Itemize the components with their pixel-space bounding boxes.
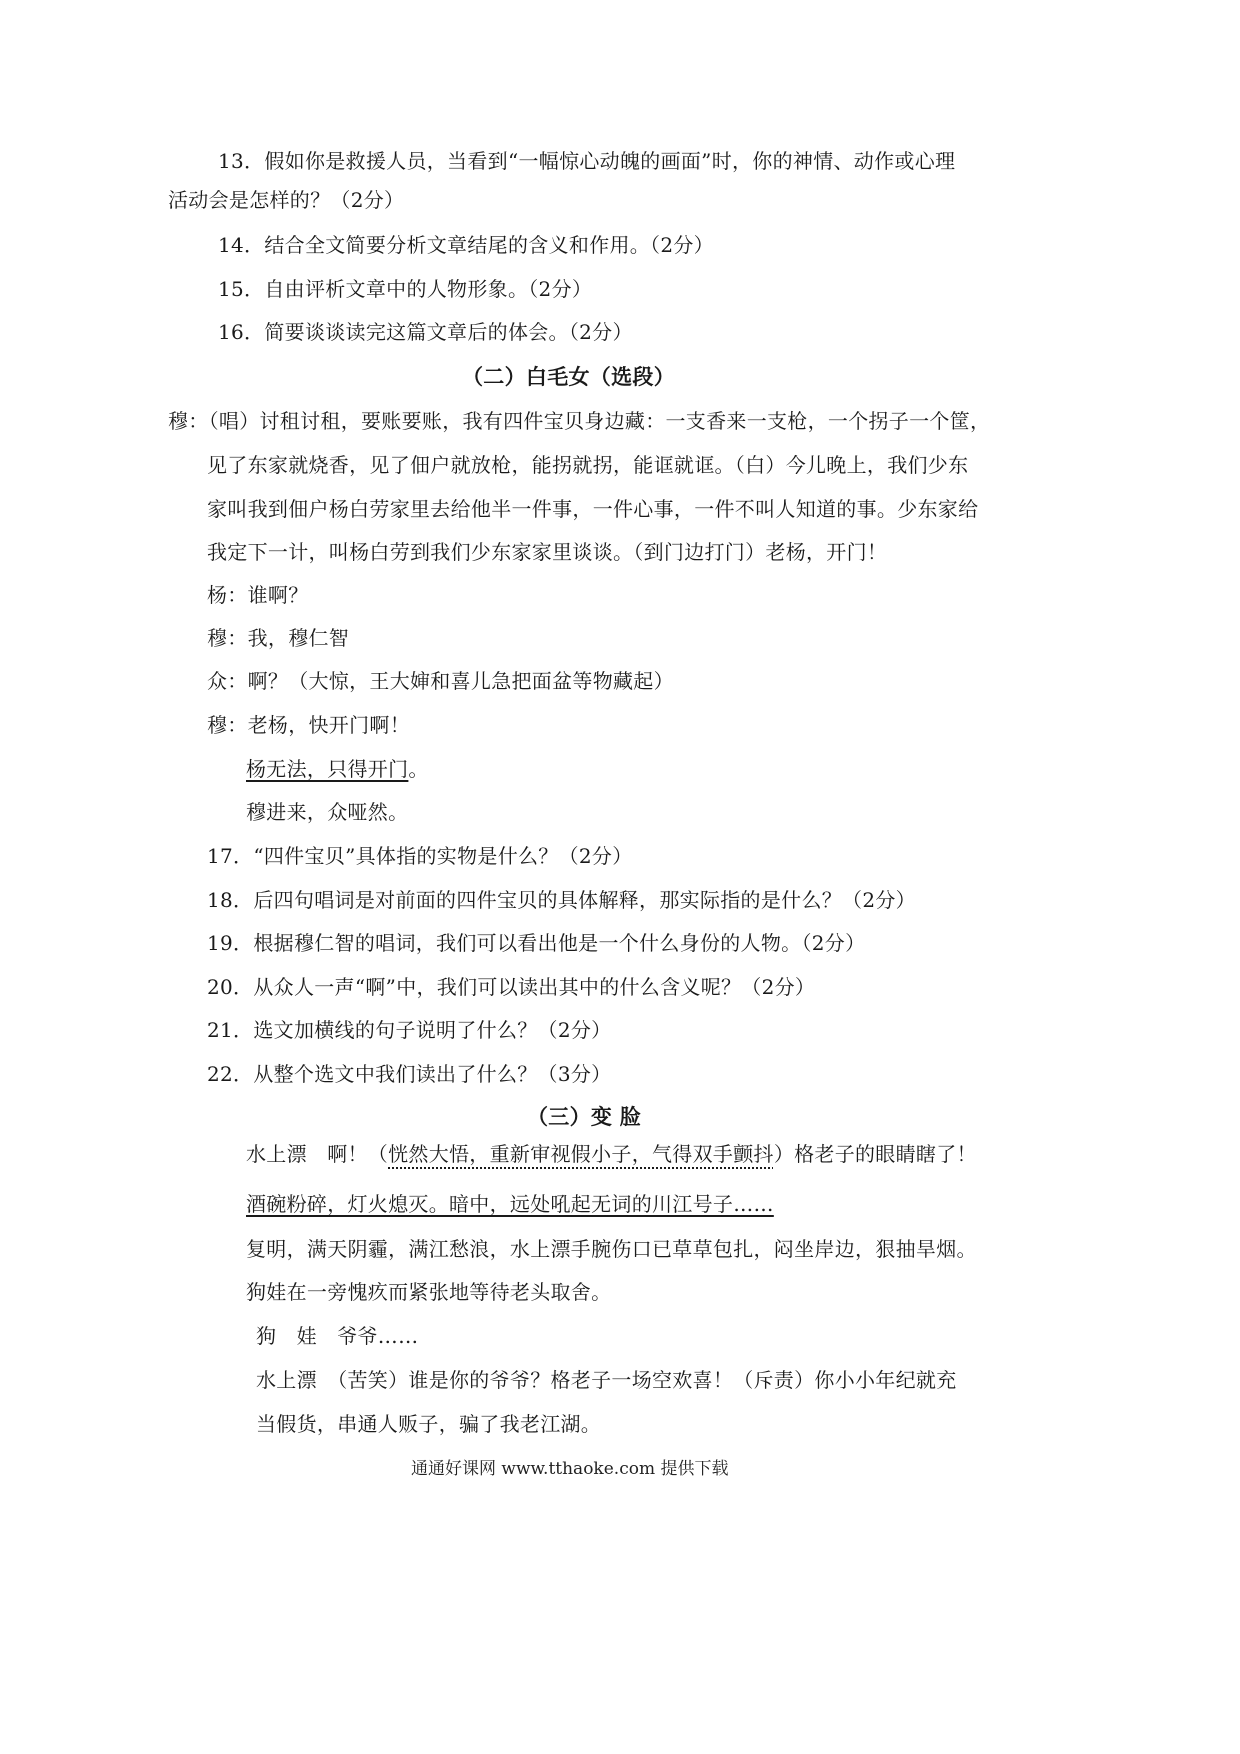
section-3-line-1-end: ）格老子的眼睛瞎了！ <box>773 1142 977 1166</box>
dotted-emphasis-phrase: 恍然大悟，重新审视假小子，气得双手颤抖 <box>388 1142 774 1166</box>
section-2-paragraph-line-2: 见了东家就烧香，见了佃户就放枪，能拐就拐，能诓就诓。（白）今儿晚上，我们少东 <box>207 453 969 477</box>
underlined-sentence: 杨无法，只得开门 <box>246 757 409 781</box>
section-3-line-1-start: 水上漂 啊！（ <box>246 1142 389 1166</box>
section-3-line-4: 狗娃在一旁愧疚而紧张地等待老头取舍。 <box>246 1280 612 1304</box>
question-13-line-2: 活动会是怎样的？（2分） <box>168 188 405 212</box>
section-2-paragraph-line-1: 穆：（唱）讨租讨租，要账要账，我有四件宝贝身边藏：一支香来一支枪，一个拐子一个筐， <box>168 409 991 433</box>
section-3-line-6: 水上漂 （苦笑）谁是你的爷爷？格老子一场空欢喜！（斥责）你小小年纪就充 <box>256 1368 957 1392</box>
section-3-line-3: 复明，满天阴霾，满江愁浪，水上漂手腕伤口已草草包扎，闷坐岸边，狠抽旱烟。 <box>246 1237 977 1261</box>
question-20: 20．从众人一声“啊”中，我们可以读出其中的什么含义呢？（2分） <box>207 975 816 999</box>
dialogue-line-yang: 杨：谁啊？ <box>207 583 309 607</box>
section-3-line-7: 当假货，串通人贩子，骗了我老江湖。 <box>256 1412 602 1436</box>
question-15: 15．自由评析文章中的人物形象。（2分） <box>218 277 593 301</box>
question-21: 21．选文加横线的句子说明了什么？（2分） <box>207 1018 612 1042</box>
section-2-title: （二）白毛女（选段） <box>462 365 675 389</box>
question-17: 17．“四件宝贝”具体指的实物是什么？（2分） <box>207 844 633 868</box>
section-3-title: （三）变 脸 <box>527 1105 642 1129</box>
underlined-sentence-period: 。 <box>408 757 429 781</box>
page-footer: 通通好课网 www.tthaoke.com 提供下载 <box>411 1459 729 1479</box>
dialogue-line-mu-1: 穆：我，穆仁智 <box>207 626 350 650</box>
question-13-line-1: 13．假如你是救援人员，当看到“一幅惊心动魄的画面”时，你的神情、动作或心理 <box>218 149 956 173</box>
stage-direction-mu-enters: 穆进来，众哑然。 <box>246 800 409 824</box>
section-2-paragraph-line-3: 家叫我到佃户杨白劳家里去给他半一件事，一件心事，一件不叫人知道的事。少东家给 <box>207 497 979 521</box>
section-3-line-5: 狗 娃 爷爷…… <box>256 1324 419 1348</box>
dialogue-line-crowd: 众：啊？（大惊，王大婶和喜儿急把面盆等物藏起） <box>207 669 674 693</box>
section-3-line-1 <box>246 1141 977 1167</box>
section-3-underlined-line: 酒碗粉碎，灯火熄灭。暗中，远处吼起无词的川江号子…… <box>246 1192 774 1216</box>
section-2-paragraph-line-4: 我定下一计，叫杨白劳到我们少东家家里谈谈。（到门边打门）老杨，开门！ <box>207 540 888 564</box>
question-18: 18．后四句唱词是对前面的四件宝贝的具体解释，那实际指的是什么？（2分） <box>207 888 916 912</box>
question-14: 14．结合全文简要分析文章结尾的含义和作用。（2分） <box>218 233 714 257</box>
question-19: 19．根据穆仁智的唱词，我们可以看出他是一个什么身份的人物。（2分） <box>207 931 866 955</box>
question-16: 16．简要谈谈读完这篇文章后的体会。（2分） <box>218 320 633 344</box>
underlined-sentence-line <box>246 756 429 782</box>
dialogue-line-mu-2: 穆：老杨，快开门啊！ <box>207 713 410 737</box>
question-22: 22．从整个选文中我们读出了什么？（3分） <box>207 1062 612 1086</box>
